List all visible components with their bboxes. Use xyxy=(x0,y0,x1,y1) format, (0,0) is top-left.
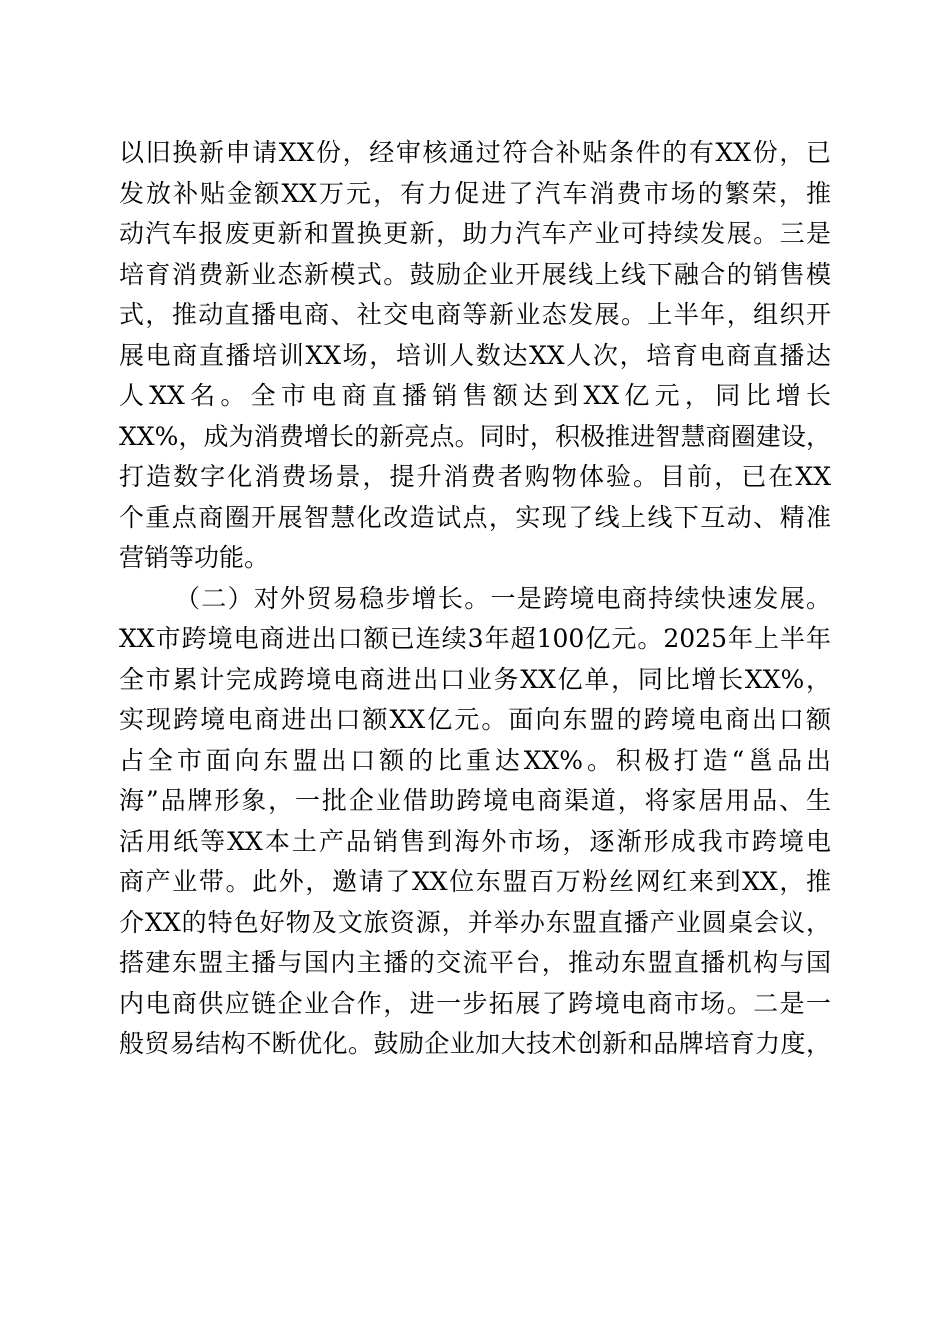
text-line: 内电商供应链企业合作，进一步拓展了跨境电商市场。二是一 xyxy=(119,988,831,1018)
text-line: XX市跨境电商进出口额已连续3年超100亿元。2025年上半年 xyxy=(119,624,831,653)
text-line: 全市累计完成跨境电商进出口业务XX亿单，同比增长XX%， xyxy=(119,664,831,694)
text-line: 实现跨境电商进出口额XX亿元。面向东盟的跨境电商出口额 xyxy=(119,705,831,734)
text-line: 动汽车报废更新和置换更新，助力汽车产业可持续发展。三是 xyxy=(119,219,831,248)
text-line: 海”品牌形象，一批企业借助跨境电商渠道，将家居用品、生 xyxy=(119,786,831,815)
section-heading-line: （二）对外贸易稳步增长。一是跨境电商持续快速发展。 xyxy=(175,583,831,613)
text-line: 发放补贴金额XX万元，有力促进了汽车消费市场的繁荣，推 xyxy=(119,178,831,208)
paragraph-consumption xyxy=(119,133,831,579)
text-line: 以旧换新申请XX份，经审核通过符合补贴条件的有XX份，已 xyxy=(119,138,831,167)
text-line: 个重点商圈开展智慧化改造试点，实现了线上线下互动、精准 xyxy=(119,502,831,532)
text-line: 营销等功能。 xyxy=(119,543,270,572)
text-line: 人XX名。全市电商直播销售额达到XX亿元，同比增长 xyxy=(119,381,831,410)
text-line: 占全市面向东盟出口额的比重达XX%。积极打造“邕品出 xyxy=(119,745,831,775)
text-line: 式，推动直播电商、社交电商等新业态发展。上半年，组织开 xyxy=(119,300,831,329)
text-line: 展电商直播培训XX场，培训人数达XX人次，培育电商直播达 xyxy=(119,340,831,370)
text-line: 介XX的特色好物及文旅资源，并举办东盟直播产业圆桌会议， xyxy=(119,907,831,937)
document-body xyxy=(119,133,831,1065)
paragraph-foreign-trade xyxy=(119,579,831,1065)
text-line: 活用纸等XX本土产品销售到海外市场，逐渐形成我市跨境电 xyxy=(119,826,831,856)
text-line: 打造数字化消费场景，提升消费者购物体验。目前，已在XX xyxy=(119,462,831,491)
text-line: 搭建东盟主播与国内主播的交流平台，推动东盟直播机构与国 xyxy=(119,948,831,977)
text-line: 般贸易结构不断优化。鼓励企业加大技术创新和品牌培育力度， xyxy=(119,1029,831,1058)
text-line: 培育消费新业态新模式。鼓励企业开展线上线下融合的销售模 xyxy=(119,259,831,289)
text-line: XX%，成为消费增长的新亮点。同时，积极推进智慧商圈建设， xyxy=(119,421,831,451)
text-line: 商产业带。此外，邀请了XX位东盟百万粉丝网红来到XX，推 xyxy=(119,867,831,896)
